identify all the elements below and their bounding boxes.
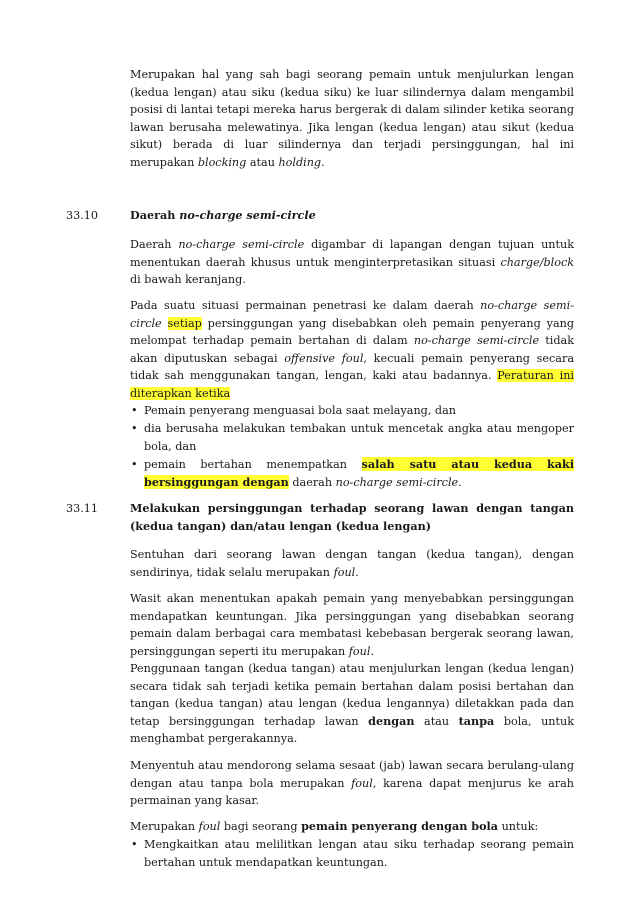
text: . bbox=[355, 565, 359, 579]
section-33-11-paragraph-3 bbox=[130, 660, 574, 748]
text: untuk: bbox=[498, 820, 539, 833]
bullet-text: . bbox=[458, 475, 462, 489]
text: Merupakan bbox=[130, 820, 199, 833]
section-33-11-paragraph-2 bbox=[130, 590, 574, 660]
bullet-item bbox=[130, 836, 574, 871]
section-33-10-paragraph-1 bbox=[130, 236, 574, 289]
title-text: Daerah bbox=[130, 208, 180, 222]
highlight-setiap: setiap bbox=[167, 316, 202, 330]
term: no-charge semi-circle bbox=[178, 238, 305, 251]
section-title-33-10 bbox=[130, 207, 574, 225]
text: Penggunaan tangan (kedua tangan) atau menjulurkan lengan (kedua lengan) secara tidak sah terjadi ketika pemain bertahan dalam posisi bertahan dan tangan (kedua tangan) atau lengan (kedua lengannya) diletakkan pada dan tetap bersinggungan terhadap lawan bbox=[130, 662, 574, 728]
text: bola, untuk menghambat pergerakannya. bbox=[130, 714, 574, 746]
bullet-icon: • bbox=[131, 458, 138, 471]
intro-paragraph bbox=[130, 66, 574, 172]
bullet-icon: • bbox=[131, 422, 138, 435]
intro-text-2: atau bbox=[246, 155, 279, 169]
term: foul bbox=[333, 565, 356, 579]
section-33-10-paragraph-2 bbox=[130, 297, 574, 403]
text: Daerah bbox=[130, 238, 179, 251]
term: foul bbox=[198, 820, 221, 833]
bold-term: tanpa bbox=[458, 713, 495, 728]
intro-text: Merupakan hal yang sah bagi seorang pemain untuk menjulurkan lengan (kedua lengan) atau siku (kedua siku) ke luar silindernya dalam mengambil posisi di lantai tetapi mereka harus bergerak di dalam silinder ketika seorang lawan berusaha melewatinya. Jika lengan (kedua lengan) atau sikut (kedua sikut) berada di luar silindernya dan terjadi persinggungan, hal ini merupakan bbox=[130, 68, 574, 169]
term: foul bbox=[351, 776, 373, 790]
text: di bawah keranjang. bbox=[130, 273, 246, 287]
text: Sentuhan dari seorang lawan dengan tangan (kedua tangan), dengan sendirinya, tidak selalu merupakan bbox=[130, 548, 574, 579]
text: , kecuali pemain penyerang secara tidak sah menggunakan tangan, lengan, kaki atau badannya. bbox=[130, 351, 574, 383]
text: Pada suatu situasi permainan penetrasi ke dalam daerah bbox=[130, 299, 481, 312]
bullet-item bbox=[130, 402, 574, 420]
bullet-item bbox=[130, 456, 574, 491]
text: bagi seorang bbox=[220, 820, 302, 833]
bullet-text: daerah bbox=[288, 475, 336, 489]
text: , karena dapat menjurus ke arah permainan yang kasar. bbox=[130, 776, 574, 808]
text: Wasit akan menentukan apakah pemain yang menyebabkan persinggungan mendapatkan keuntungan. Jika persinggungan yang disebabkan seorang pemain dalam berbagai cara membatasi kebebasan bergerak seorang lawan, persinggungan seperti itu merupakan bbox=[130, 592, 574, 658]
title-term: no-charge semi-circle bbox=[179, 208, 316, 222]
bold-term: pemain penyerang dengan bola bbox=[301, 819, 499, 833]
text: digambar di lapangan dengan tujuan untuk menentukan daerah khusus untuk menginterpretasikan situasi bbox=[130, 238, 574, 269]
section-33-11-paragraph-4 bbox=[130, 757, 574, 810]
text: . bbox=[370, 644, 374, 658]
term: no-charge semi-circle bbox=[130, 299, 574, 330]
intro-term-holding: holding bbox=[278, 155, 322, 169]
bullet-icon: • bbox=[131, 838, 138, 851]
intro-term-blocking: blocking bbox=[197, 155, 247, 169]
text: persinggungan yang disebabkan oleh pemain penyerang yang melompat terhadap pemain bertahan di dalam bbox=[130, 316, 574, 348]
bullet-text: dia berusaha melakukan tembakan untuk mencetak angka atau mengoper bola, dan bbox=[144, 422, 574, 453]
section-number-33-10: 33.10 bbox=[66, 209, 99, 222]
section-33-11-paragraph-5 bbox=[130, 818, 574, 836]
bullet-icon: • bbox=[131, 404, 138, 417]
intro-text-3: . bbox=[321, 155, 325, 169]
term: foul bbox=[348, 644, 371, 658]
term: no-charge semi-circle bbox=[335, 475, 459, 489]
bullet-text: pemain bertahan menempatkan bbox=[144, 458, 362, 471]
text: tidak akan diputuskan sebagai bbox=[130, 334, 574, 365]
bold-term: dengan bbox=[368, 713, 415, 728]
text: Menyentuh atau mendorong selama sesaat (jab) lawan secara berulang-ulang dengan atau tanpa bola merupakan bbox=[130, 759, 574, 790]
bullet-text: Mengkaitkan atau melilitkan lengan atau siku terhadap seorang pemain bertahan untuk mendapatkan keuntungan. bbox=[144, 838, 574, 869]
term: offensive foul bbox=[284, 351, 364, 365]
section-33-11-paragraph-1 bbox=[130, 546, 574, 581]
bullet-text: Pemain penyerang menguasai bola saat melayang, dan bbox=[144, 404, 456, 417]
section-title-33-11: Melakukan persinggungan terhadap seorang lawan dengan tangan (kedua tangan) dan/atau lengan (kedua lengan) bbox=[130, 501, 574, 533]
bullet-item bbox=[130, 420, 574, 455]
text: atau bbox=[414, 714, 459, 728]
term: no-charge semi-circle bbox=[413, 334, 540, 348]
highlight-rule-applies: Peraturan ini diterapkan ketika bbox=[130, 369, 574, 400]
section-number-33-11: 33.11 bbox=[66, 502, 99, 515]
highlight-both-feet: salah satu atau kedua kaki bersinggungan dengan bbox=[144, 457, 574, 489]
term: charge/block bbox=[500, 255, 574, 269]
